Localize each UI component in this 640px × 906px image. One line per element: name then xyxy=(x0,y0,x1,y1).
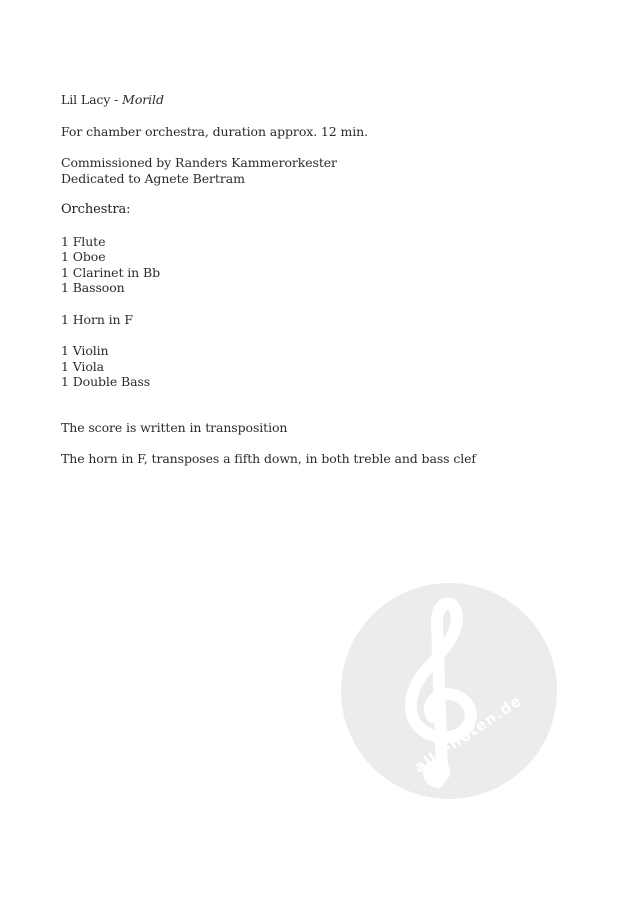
instrument-item: 1 Viola xyxy=(61,358,105,374)
work-title: Morild xyxy=(122,92,164,107)
instrument-item: 1 Oboe xyxy=(61,249,106,264)
instrument-item: 1 Flute xyxy=(61,233,106,249)
composer-name: Lil Lacy - xyxy=(61,92,123,107)
woodwinds-list xyxy=(61,234,601,296)
page-content xyxy=(61,92,601,467)
watermark-text: alle-noten.de xyxy=(411,691,526,777)
brass-list xyxy=(61,312,601,328)
strings-list xyxy=(61,343,601,390)
commission-line: Commissioned by Randers Kammerorkester xyxy=(61,155,337,170)
transposition-note: The score is written in transposition xyxy=(61,419,288,435)
description-line: For chamber orchestra, duration approx. 12 min. xyxy=(61,123,368,139)
horn-note: The horn in F, transposes a fifth down, in both treble and bass clef xyxy=(61,451,476,466)
orchestra-heading: Orchestra: xyxy=(61,202,131,217)
title-line xyxy=(61,92,601,108)
instrument-item: 1 Double Bass xyxy=(61,374,151,389)
instrument-item: 1 Violin xyxy=(61,343,109,358)
instrument-item: 1 Horn in F xyxy=(61,311,133,327)
watermark-logo xyxy=(341,583,557,799)
instrument-item: 1 Bassoon xyxy=(61,280,125,295)
dedication-line: Dedicated to Agnete Bertram xyxy=(61,170,245,186)
instrument-item: 1 Clarinet in Bb xyxy=(61,264,160,280)
